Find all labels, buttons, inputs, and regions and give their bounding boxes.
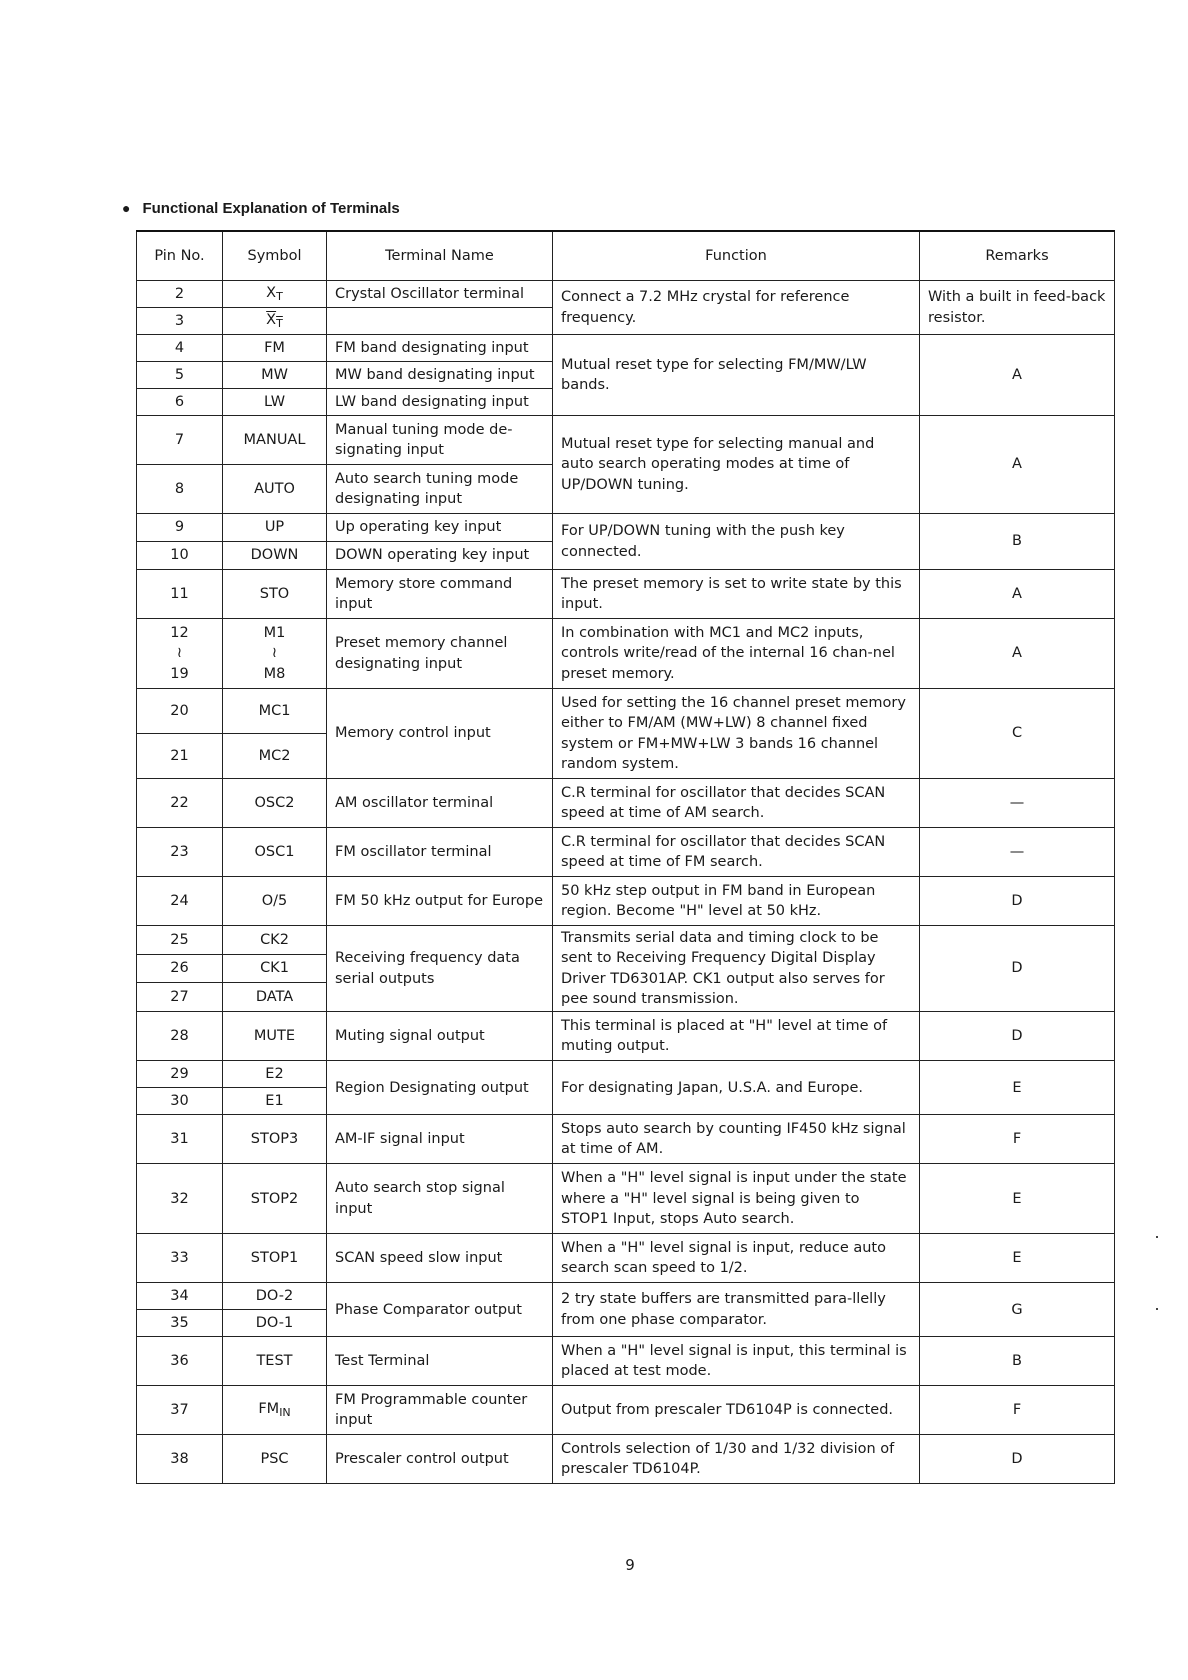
- pin-no: 10: [137, 542, 223, 570]
- pin-no: 11: [137, 570, 223, 619]
- terminal-name: Receiving frequency data serial outputs: [327, 926, 553, 1012]
- pin-no: 20: [137, 689, 223, 734]
- remarks: E: [920, 1164, 1115, 1234]
- symbol: CK2: [223, 926, 327, 955]
- symbol: $X_T$: [223, 281, 327, 308]
- symbol: PSC: [223, 1435, 327, 1484]
- section-heading-text: Functional Explanation of Terminals: [142, 200, 400, 217]
- function: Connect a 7.2 MHz crystal for reference frequency.: [553, 281, 920, 335]
- table-row: [137, 1061, 1115, 1088]
- terminal-name: Memory control input: [327, 689, 553, 779]
- remarks: With a built in feed-back resistor.: [920, 281, 1115, 335]
- section-heading: [122, 200, 400, 217]
- header-function: Function: [553, 231, 920, 281]
- symbol: MC2: [223, 734, 327, 779]
- pin-no: 32: [137, 1164, 223, 1234]
- table-row: [137, 689, 1115, 734]
- table-row: [137, 335, 1115, 362]
- terminal-name: DOWN operating key input: [327, 542, 553, 570]
- terminal-name: MW band designating input: [327, 362, 553, 389]
- symbol: DO-1: [223, 1310, 327, 1337]
- symbol: $FM_{IN}$: [223, 1386, 327, 1435]
- table-row: [137, 828, 1115, 877]
- function: Stops auto search by counting IF450 kHz signal at time of AM.: [553, 1115, 920, 1164]
- header-terminal-name: Terminal Name: [327, 231, 553, 281]
- function: When a "H" level signal is input under the state where a "H" level signal is being given to STOP1 Input, stops Auto search.: [553, 1164, 920, 1234]
- terminal-name: Phase Comparator output: [327, 1283, 553, 1337]
- function: In combination with MC1 and MC2 inputs, controls write/read of the internal 16 chan-nel preset memory.: [553, 619, 920, 689]
- pin-no: 6: [137, 389, 223, 416]
- pin-no: 25: [137, 926, 223, 955]
- table-row: [137, 1386, 1115, 1435]
- remarks: —: [920, 779, 1115, 828]
- table-row: [137, 1435, 1115, 1484]
- function: 50 kHz step output in FM band in European region. Become "H" level at 50 kHz.: [553, 877, 920, 926]
- pin-no: 22: [137, 779, 223, 828]
- terminal-name: SCAN speed slow input: [327, 1234, 553, 1283]
- remarks: D: [920, 877, 1115, 926]
- pin-no: 33: [137, 1234, 223, 1283]
- pin-no: 27: [137, 983, 223, 1012]
- remarks: A: [920, 335, 1115, 416]
- terminal-name: FM oscillator terminal: [327, 828, 553, 877]
- symbol: STOP1: [223, 1234, 327, 1283]
- symbol: MUTE: [223, 1012, 327, 1061]
- symbol: TEST: [223, 1337, 327, 1386]
- symbol: $\overline{X}_{\overline{T}}$: [223, 308, 327, 335]
- table-row: [137, 779, 1115, 828]
- pin-no: 7: [137, 416, 223, 465]
- remarks: A: [920, 619, 1115, 689]
- terminal-name: Region Designating output: [327, 1061, 553, 1115]
- function: This terminal is placed at "H" level at time of muting output.: [553, 1012, 920, 1061]
- table-header-row: [137, 231, 1115, 281]
- pin-no: 12 ≀ 19: [137, 619, 223, 689]
- header-pin-no: Pin No.: [137, 231, 223, 281]
- terminals-table: [136, 230, 1115, 1484]
- symbol: UP: [223, 514, 327, 542]
- table-row: [137, 877, 1115, 926]
- terminal-name: FM band designating input: [327, 335, 553, 362]
- header-symbol: Symbol: [223, 231, 327, 281]
- symbol: MW: [223, 362, 327, 389]
- table-row: [137, 1283, 1115, 1310]
- pin-no: 2: [137, 281, 223, 308]
- page-number: 9: [625, 1556, 635, 1574]
- symbol: E1: [223, 1088, 327, 1115]
- symbol: DO-2: [223, 1283, 327, 1310]
- pin-no: 35: [137, 1310, 223, 1337]
- remarks: A: [920, 416, 1115, 514]
- function: When a "H" level signal is input, reduce auto search scan speed to 1/2.: [553, 1234, 920, 1283]
- function: Transmits serial data and timing clock to be sent to Receiving Frequency Digital Display Driver TD6301AP. CK1 output also serves for pee sound transmission.: [553, 926, 920, 1012]
- remarks: D: [920, 1012, 1115, 1061]
- pin-no: 3: [137, 308, 223, 335]
- terminal-name: Auto search tuning mode designating input: [327, 465, 553, 514]
- terminal-name: LW band designating input: [327, 389, 553, 416]
- function: When a "H" level signal is input, this terminal is placed at test mode.: [553, 1337, 920, 1386]
- bullet-icon: ●: [122, 200, 131, 216]
- table-row: [137, 926, 1115, 955]
- pin-no: 28: [137, 1012, 223, 1061]
- pin-no: 36: [137, 1337, 223, 1386]
- remarks: A: [920, 570, 1115, 619]
- terminal-name: Up operating key input: [327, 514, 553, 542]
- pin-no: 30: [137, 1088, 223, 1115]
- terminal-name: Test Terminal: [327, 1337, 553, 1386]
- remarks: E: [920, 1234, 1115, 1283]
- table-row: [137, 1164, 1115, 1234]
- table-row: [137, 1012, 1115, 1061]
- terminal-name: AM oscillator terminal: [327, 779, 553, 828]
- table-row: [137, 1234, 1115, 1283]
- function: Mutual reset type for selecting manual and auto search operating modes at time of UP/DOWN tuning.: [553, 416, 920, 514]
- symbol: OSC2: [223, 779, 327, 828]
- terminal-name: FM 50 kHz output for Europe: [327, 877, 553, 926]
- pin-no: 31: [137, 1115, 223, 1164]
- symbol: M1 ≀ M8: [223, 619, 327, 689]
- function: Controls selection of 1/30 and 1/32 division of prescaler TD6104P.: [553, 1435, 920, 1484]
- symbol: AUTO: [223, 465, 327, 514]
- function: C.R terminal for oscillator that decides SCAN speed at time of FM search.: [553, 828, 920, 877]
- remarks: F: [920, 1115, 1115, 1164]
- symbol: OSC1: [223, 828, 327, 877]
- function: Output from prescaler TD6104P is connected.: [553, 1386, 920, 1435]
- symbol: DATA: [223, 983, 327, 1012]
- terminal-name: FM Programmable counter input: [327, 1386, 553, 1435]
- function: The preset memory is set to write state by this input.: [553, 570, 920, 619]
- remarks: G: [920, 1283, 1115, 1337]
- pin-no: 34: [137, 1283, 223, 1310]
- function: 2 try state buffers are transmitted para-llelly from one phase comparator.: [553, 1283, 920, 1337]
- remarks: C: [920, 689, 1115, 779]
- remarks: E: [920, 1061, 1115, 1115]
- symbol: DOWN: [223, 542, 327, 570]
- table-row: [137, 281, 1115, 308]
- pin-no: 4: [137, 335, 223, 362]
- remarks: D: [920, 926, 1115, 1012]
- symbol: FM: [223, 335, 327, 362]
- pin-no: 8: [137, 465, 223, 514]
- remarks: —: [920, 828, 1115, 877]
- terminal-name: Muting signal output: [327, 1012, 553, 1061]
- terminal-name: Memory store command input: [327, 570, 553, 619]
- function: C.R terminal for oscillator that decides SCAN speed at time of AM search.: [553, 779, 920, 828]
- symbol: LW: [223, 389, 327, 416]
- pin-no: 21: [137, 734, 223, 779]
- symbol: STO: [223, 570, 327, 619]
- table-row: [137, 619, 1115, 689]
- pin-no: 38: [137, 1435, 223, 1484]
- function: Used for setting the 16 channel preset memory either to FM/AM (MW+LW) 8 channel fixed system or FM+MW+LW 3 bands 16 channel random system.: [553, 689, 920, 779]
- remarks: F: [920, 1386, 1115, 1435]
- symbol: STOP3: [223, 1115, 327, 1164]
- remarks: B: [920, 1337, 1115, 1386]
- terminal-name: Crystal Oscillator terminal: [327, 281, 553, 308]
- table-row: [137, 1337, 1115, 1386]
- pin-no: 29: [137, 1061, 223, 1088]
- remarks: B: [920, 514, 1115, 570]
- function: For designating Japan, U.S.A. and Europe.: [553, 1061, 920, 1115]
- scan-speck: [1156, 1236, 1158, 1238]
- symbol: E2: [223, 1061, 327, 1088]
- symbol: MC1: [223, 689, 327, 734]
- terminal-name: Auto search stop signal input: [327, 1164, 553, 1234]
- pin-no: 37: [137, 1386, 223, 1435]
- pin-no: 9: [137, 514, 223, 542]
- pin-no: 5: [137, 362, 223, 389]
- terminal-name: Manual tuning mode de-signating input: [327, 416, 553, 465]
- terminal-name: [327, 308, 553, 335]
- symbol: O/5: [223, 877, 327, 926]
- table-row: [137, 1115, 1115, 1164]
- pin-no: 23: [137, 828, 223, 877]
- symbol: CK1: [223, 954, 327, 983]
- table-row: [137, 416, 1115, 465]
- symbol: STOP2: [223, 1164, 327, 1234]
- terminal-name: Prescaler control output: [327, 1435, 553, 1484]
- terminal-name: AM-IF signal input: [327, 1115, 553, 1164]
- pin-no: 24: [137, 877, 223, 926]
- header-remarks: Remarks: [920, 231, 1115, 281]
- function: Mutual reset type for selecting FM/MW/LW bands.: [553, 335, 920, 416]
- table-row: [137, 514, 1115, 542]
- terminal-name: Preset memory channel designating input: [327, 619, 553, 689]
- pin-no: 26: [137, 954, 223, 983]
- scan-speck: [1156, 1308, 1158, 1310]
- function: For UP/DOWN tuning with the push key connected.: [553, 514, 920, 570]
- table-row: [137, 570, 1115, 619]
- symbol: MANUAL: [223, 416, 327, 465]
- remarks: D: [920, 1435, 1115, 1484]
